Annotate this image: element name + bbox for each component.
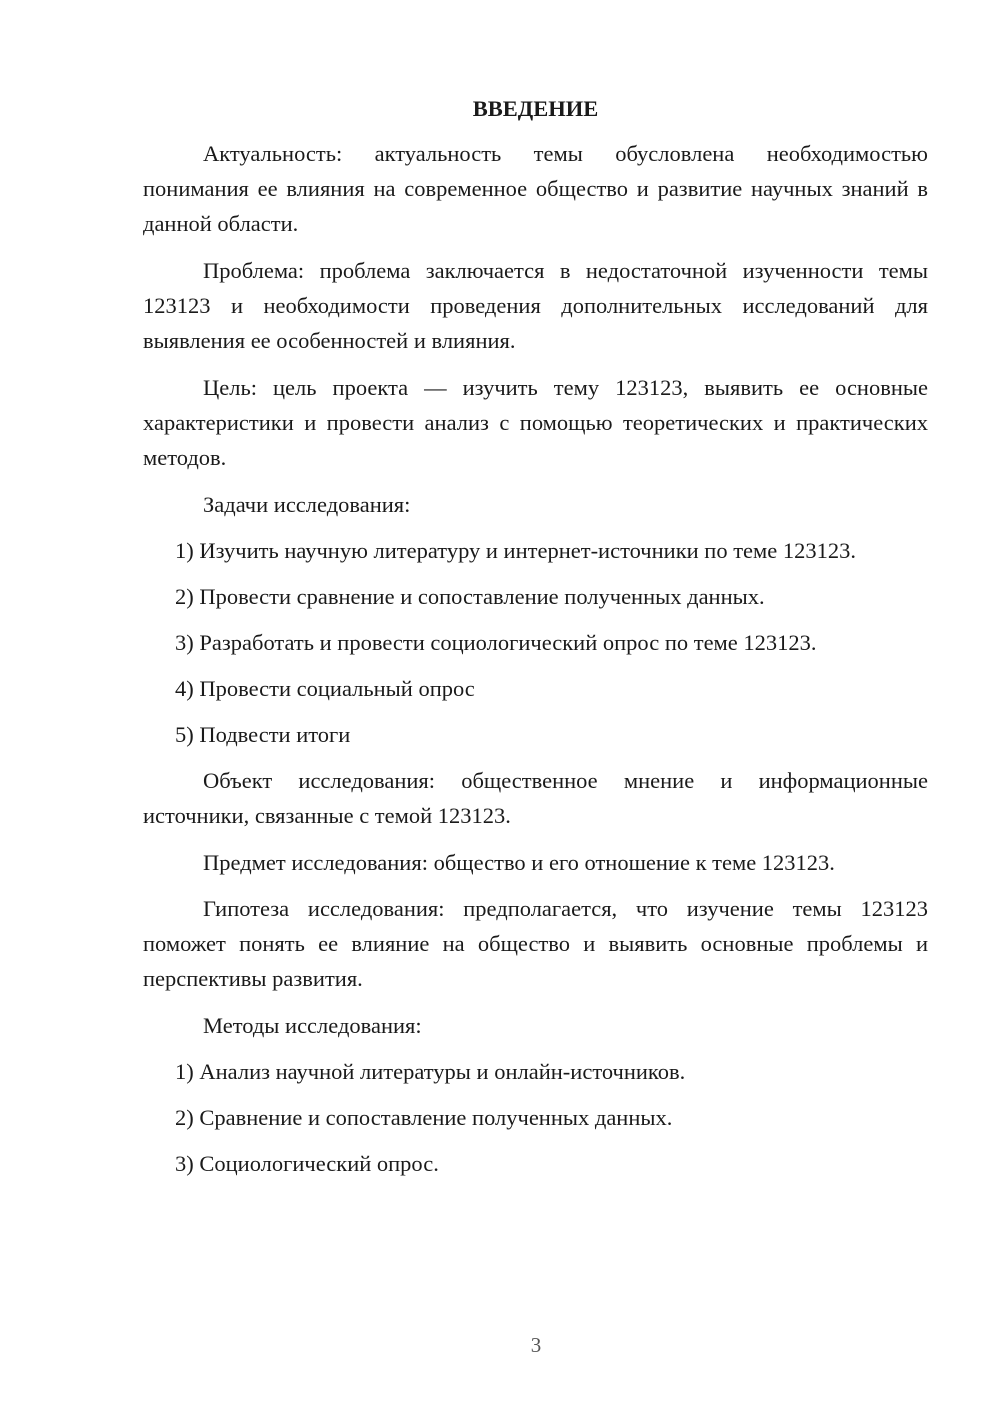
list-item: 2) Сравнение и сопоставление полученных данных. <box>175 1105 673 1130</box>
goal-paragraph: Цель: цель проекта — изучить тему 123123, выявить ее основные характеристики и провести анализ с помощью теоретических и практических методов. <box>143 375 928 470</box>
list-item: 3) Разработать и провести социологический опрос по теме 123123. <box>175 630 817 655</box>
subject-paragraph: Предмет исследования: общество и его отношение к теме 123123. <box>203 850 835 875</box>
tasks-heading: Задачи исследования: <box>203 492 411 517</box>
list-item: 3) Социологический опрос. <box>175 1151 439 1176</box>
list-item: 1) Анализ научной литературы и онлайн-источников. <box>175 1059 686 1084</box>
document-page <box>143 92 928 1192</box>
page-title: ВВЕДЕНИЕ <box>472 96 599 121</box>
methods-heading: Методы исследования: <box>203 1013 422 1038</box>
problem-paragraph: Проблема: проблема заключается в недостаточной изученности темы 123123 и необходимости проведения дополнительных исследований для выявления ее особенностей и влияния. <box>143 258 928 353</box>
tasks-list <box>143 533 928 752</box>
list-item: 1) Изучить научную литературу и интернет-источники по теме 123123. <box>175 538 856 563</box>
list-item: 2) Провести сравнение и сопоставление полученных данных. <box>175 584 765 609</box>
hypothesis-paragraph: Гипотеза исследования: предполагается, что изучение темы 123123 поможет понять ее влияние на общество и выявить основные проблемы и перспективы развития. <box>143 896 928 991</box>
relevance-paragraph: Актуальность: актуальность темы обусловлена необходимостью понимания ее влияния на современное общество и развитие научных знаний в данной области. <box>143 141 928 236</box>
list-item: 5) Подвести итоги <box>175 722 351 747</box>
methods-list <box>143 1054 928 1181</box>
list-item: 4) Провести социальный опрос <box>175 676 475 701</box>
page-number: 3 <box>530 1333 542 1357</box>
object-paragraph: Объект исследования: общественное мнение и информационные источники, связанные с темой 123123. <box>143 768 928 828</box>
